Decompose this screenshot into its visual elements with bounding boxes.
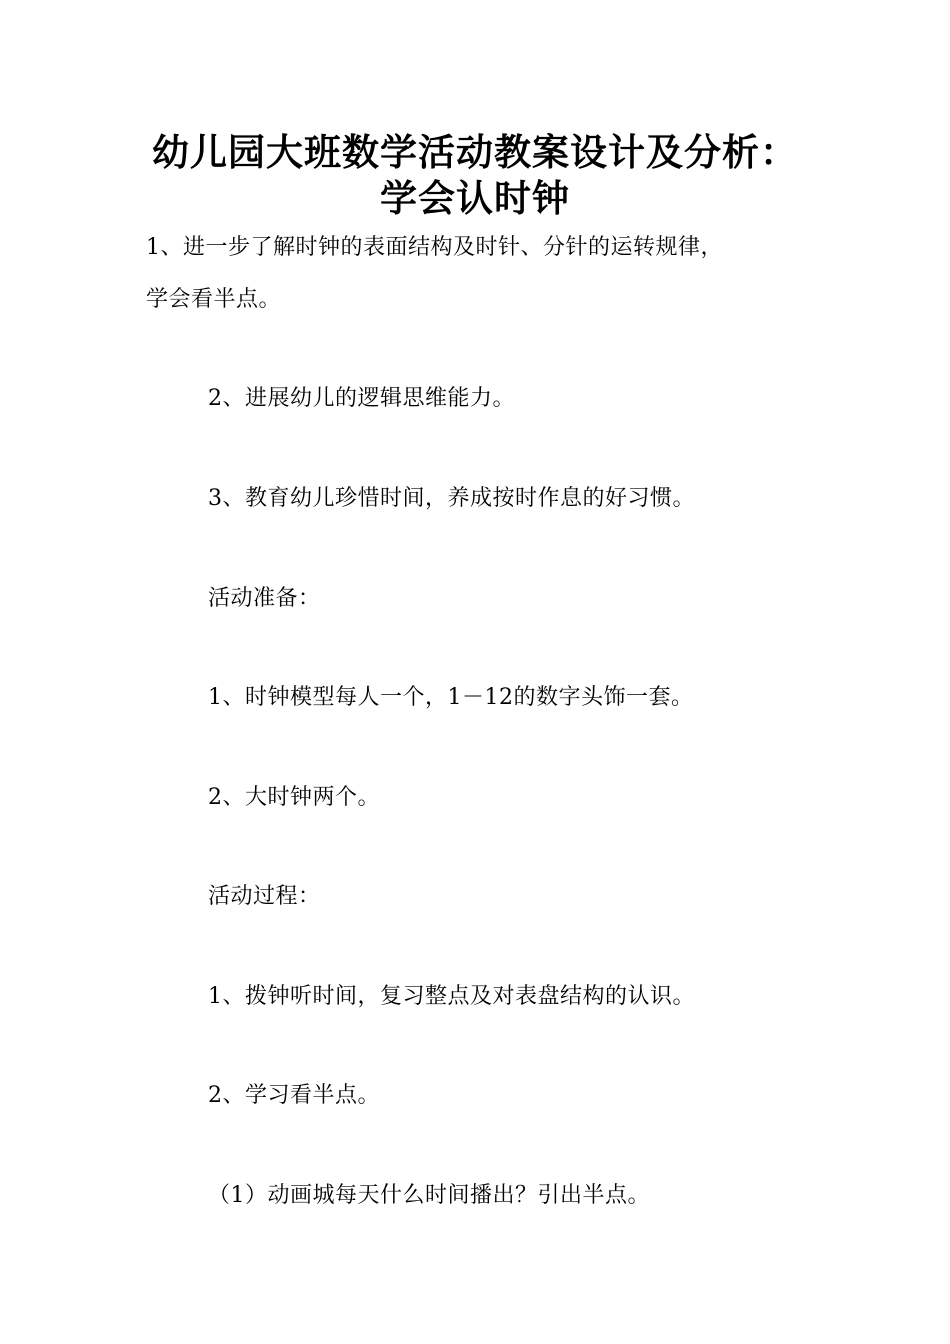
- paragraph-process-2-sub-1: （1）动画城每天什么时间播出？引出半点。: [208, 1183, 650, 1208]
- document-title-line-2: 学会认时钟: [380, 177, 570, 220]
- paragraph-objective-2: 2、进展幼儿的逻辑思维能力。: [208, 386, 515, 411]
- section-heading-process: 活动过程：: [208, 884, 321, 909]
- paragraph-objective-1-continued: 学会看半点。: [146, 287, 282, 312]
- paragraph-process-2: 2、学习看半点。: [208, 1083, 380, 1108]
- paragraph-objective-3: 3、教育幼儿珍惜时间，养成按时作息的好习惯。: [208, 486, 695, 511]
- paragraph-preparation-2: 2、大时钟两个。: [208, 785, 380, 810]
- paragraph-objective-1: 1、进一步了解时钟的表面结构及时针、分针的运转规律，: [146, 235, 723, 260]
- paragraph-preparation-1: 1、时钟模型每人一个，1－12的数字头饰一套。: [208, 685, 694, 710]
- document-title-line-1: 幼儿园大班数学活动教案设计及分析：: [152, 131, 798, 174]
- section-heading-preparation: 活动准备：: [208, 586, 321, 611]
- paragraph-process-1: 1、拨钟听时间，复习整点及对表盘结构的认识。: [208, 984, 695, 1009]
